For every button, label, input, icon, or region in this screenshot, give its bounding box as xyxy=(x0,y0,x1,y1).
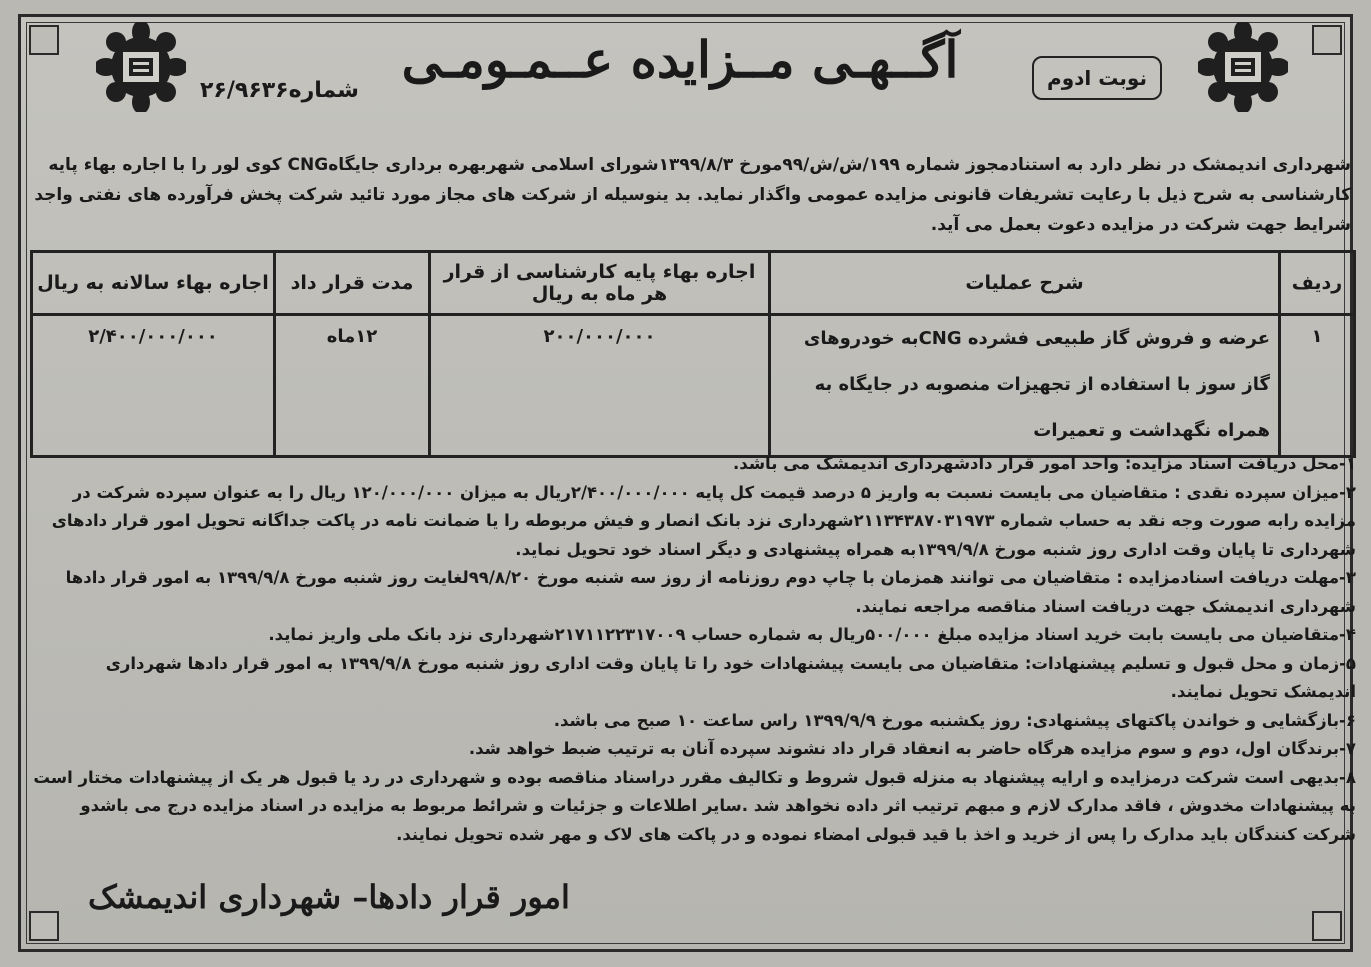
issuer-signature: امور قرار دادها– شهرداری اندیمشک xyxy=(88,878,570,916)
column-header-description: شرح عملیات xyxy=(770,252,1280,315)
cell-annual-rent: ۲/۴۰۰/۰۰۰/۰۰۰ xyxy=(32,315,275,457)
table-header-row xyxy=(32,252,1355,315)
conditions-list xyxy=(30,450,1356,849)
column-header-row-number: ردیف xyxy=(1280,252,1355,315)
condition-item: ۵-زمان و محل قبول و تسلیم پیشنهادات: متقاضیان می بایست پیشنهادات خود را تا پایان وقت اداری روز شنبه مورخ ۱۳۹۹/۹/۸ به امور قرار دادها شهرداری اندیمشک تحویل نمایند. xyxy=(105,653,1356,701)
frame-corner-ornament xyxy=(1312,911,1342,941)
condition-item: ۱-محل دریافت اسناد مزایده: واحد امور قرار دادشهرداری اندیمشک می باشد. xyxy=(733,454,1356,473)
publication-round-badge: نوبت ادوم xyxy=(1032,56,1162,100)
cell-row-number: ۱ xyxy=(1280,315,1355,457)
cell-monthly-rent: ۲۰۰/۰۰۰/۰۰۰ xyxy=(430,315,770,457)
column-header-annual-rent: اجاره بهاء سالانه به ریال xyxy=(32,252,275,315)
notice-title: آگــهـی مــزایده عــمـومـی xyxy=(401,30,959,89)
cell-contract-duration: ۱۲ماه xyxy=(275,315,430,457)
condition-item: ۸-بدیهی است شرکت درمزایده و ارایه پیشنهاد به منزله قبول شروط و تکالیف مقرر دراسناد مناقصه بوده و شهرداری در رد یا قبول هر یک از پیشنهادات مختار است به پیشنهادات مخدوش ، فاقد مدارک لازم و مبهم ترتیب اثر داده نخواهد شد .سایر اطلاعات و جزئیات و شرائط مربوط به مزایده در اسناد مزایده درج می باشدو شرکت کنندگان باید مدارک را پس از خرید و اخذ با قید قبولی امضاء نموده و در پاکت های لاک و مهر شده تحویل نمایند. xyxy=(33,767,1356,844)
condition-item: ۴-متقاضیان می بایست بابت خرید اسناد مزایده مبلغ ۵۰۰/۰۰۰ریال به شماره حساب ۲۱۷۱۱۲۲۳۱۷۰۰۹شهرداری نزد بانک ملی واریز نماید. xyxy=(268,625,1356,644)
column-header-monthly-rent: اجاره بهاء پایه کارشناسی از قرار هر ماه به ریال xyxy=(430,252,770,315)
notice-number: شماره۲۶/۹۶۳۶ xyxy=(200,78,359,103)
municipality-emblem-icon xyxy=(1198,22,1288,112)
frame-corner-ornament xyxy=(29,911,59,941)
cell-description: عرضه و فروش گاز طبیعی فشرده CNGبه خودروهای گاز سوز با استفاده از تجهیزات منصوبه در جایگاه به همراه نگهداشت و تعمیرات xyxy=(770,315,1280,457)
column-header-contract-duration: مدت قرار داد xyxy=(275,252,430,315)
municipality-emblem-icon xyxy=(96,22,186,112)
table-row xyxy=(32,315,1355,457)
condition-item: ۷-برندگان اول، دوم و سوم مزایده هرگاه حاضر به انعقاد قرار داد نشوند سپرده آنان به ترتیب ضبط خواهد شد. xyxy=(468,739,1356,758)
intro-paragraph: شهرداری اندیمشک در نظر دارد به استنادمجوز شماره ۱۹۹/ش/ش/۹۹مورخ ۱۳۹۹/۸/۳شورای اسلامی شهربهره برداری جایگاهCNG کوی لور را با اجاره بهاء پایه کارشناسی به شرح ذیل با رعایت تشریفات قانونی مزایده عمومی واگذار نماید. بد ینوسیله از شرکت های مجاز مورد تائید شرکت پخش فرآورده های نفتی واجد شرایط جهت شرکت در مزایده دعوت بعمل می آید. xyxy=(34,155,1351,235)
frame-corner-ornament xyxy=(29,25,59,55)
operations-table xyxy=(30,250,1356,458)
condition-item: ۳-مهلت دریافت اسنادمزایده : متقاضیان می توانند همزمان با چاپ دوم روزنامه از روز سه شنبه مورخ ۹۹/۸/۲۰لغایت روز شنبه مورخ ۱۳۹۹/۹/۸ به امور قرار دادها شهرداری اندیمشک جهت دریافت اسناد مناقصه مراجعه نمایند. xyxy=(65,568,1356,616)
condition-item: ۶-بازگشایی و خواندن پاکتهای پیشنهادی: روز یکشنبه مورخ ۱۳۹۹/۹/۹ راس ساعت ۱۰ صبح می باشد. xyxy=(553,710,1356,730)
condition-item: ۲-میزان سپرده نقدی : متقاضیان می بایست نسبت به واریز ۵ درصد قیمت کل پایه ۲/۴۰۰/۰۰۰/۰۰۰ریال به میزان ۱۲۰/۰۰۰/۰۰۰ ریال را به عنوان سپرده شرکت در مزایده رابه صورت وجه نقد به حساب شماره ۲۱۱۳۴۳۸۷۰۳۱۹۷۳شهرداری نزد بانک انصار و فیش مربوطه را یا ضمانت نامه در پاکت جداگانه تحویل امور قرار دادهای شهرداری تا پایان وقت اداری روز شنبه مورخ ۱۳۹۹/۹/۸به همراه پیشنهادی و دیگر اسناد خود تحویل نماید. xyxy=(51,482,1356,559)
frame-corner-ornament xyxy=(1312,25,1342,55)
